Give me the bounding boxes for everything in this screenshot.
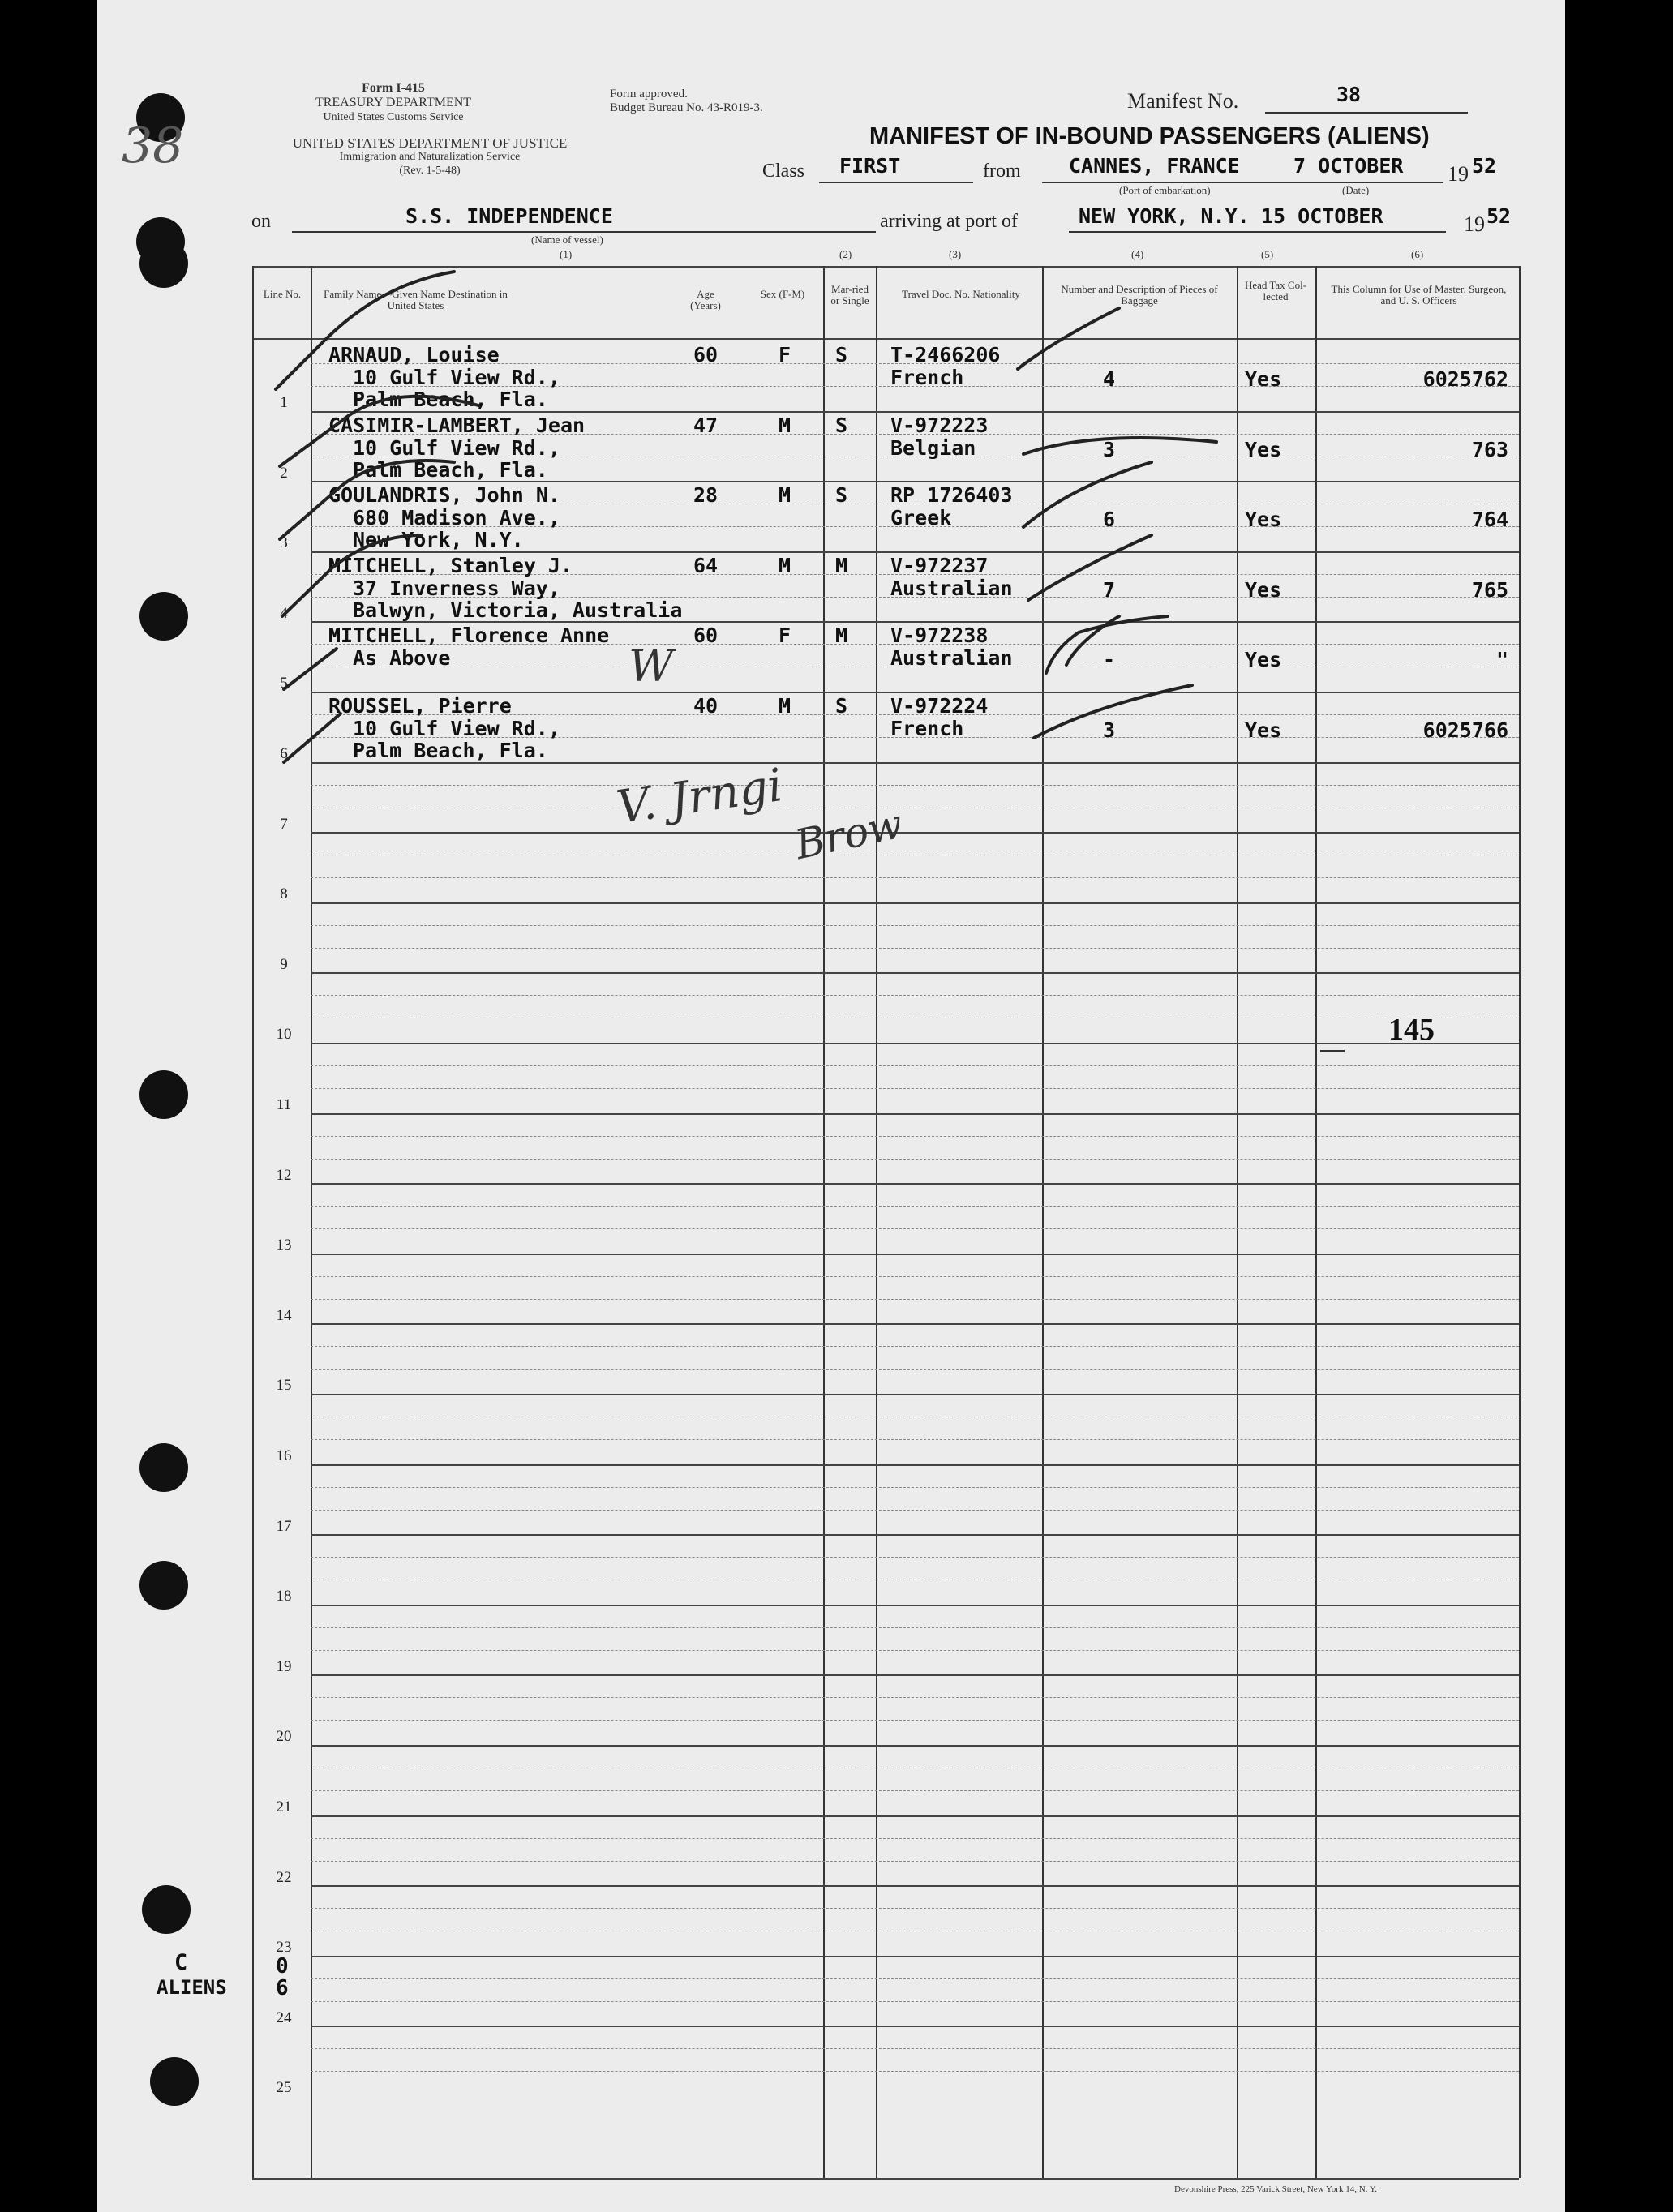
sex-value: F: [779, 343, 791, 367]
row-separator: [311, 1323, 1519, 1325]
passenger-name: ROUSSEL, Pierre: [328, 694, 512, 718]
header-sex: Sex (F-M): [760, 288, 805, 300]
aliens-label: ALIENS: [157, 1976, 227, 1999]
line-number: 13: [276, 1237, 292, 1254]
marital-status: M: [835, 624, 848, 648]
form-approved: Form approved.: [610, 88, 688, 101]
line-number: 23: [276, 1939, 292, 1957]
baggage-count: 4: [1103, 367, 1116, 391]
col-num-4: (4): [1131, 248, 1144, 260]
line-number: 9: [280, 955, 288, 973]
nationality: Greek: [890, 506, 952, 530]
row-separator: [311, 832, 1519, 834]
date-caption: (Date): [1342, 184, 1370, 196]
age-value: 40: [693, 694, 719, 718]
punch-hole: [139, 1561, 188, 1610]
vessel-caption: (Name of vessel): [531, 234, 603, 246]
stamp-dash: [1320, 1050, 1345, 1052]
address-line-1: 10 Gulf View Rd.,: [353, 366, 560, 389]
manifest-underline: [1265, 112, 1468, 114]
head-tax: Yes: [1245, 367, 1282, 391]
col-num-2: (2): [839, 248, 852, 260]
col-divider: [1519, 266, 1521, 2178]
travel-doc-number: T-2466206: [890, 343, 1001, 367]
punch-hole: [139, 239, 188, 288]
line-number: 22: [276, 1868, 292, 1886]
row-guide: [311, 1276, 1519, 1277]
punch-hole: [150, 2057, 199, 2106]
form-header-left: [243, 81, 543, 125]
line-number: 11: [276, 1096, 292, 1113]
customs-service: United States Customs Service: [323, 111, 464, 123]
officer-number: 765: [1471, 577, 1508, 602]
row-separator: [311, 1464, 1519, 1466]
nationality: French: [890, 717, 964, 740]
signature-2: Brow: [791, 799, 907, 869]
line-number: 14: [276, 1306, 292, 1324]
sex-value: M: [779, 413, 791, 437]
revision: (Rev. 1-5-48): [399, 165, 461, 177]
baggage-count: 7: [1103, 577, 1116, 602]
head-tax: Yes: [1245, 577, 1282, 602]
row-separator: [311, 1605, 1519, 1606]
row-guide: [311, 1206, 1519, 1207]
arrival-underline: [1069, 231, 1446, 233]
line-number: 12: [276, 1166, 292, 1184]
marital-status: S: [835, 483, 848, 508]
printer-imprint: Devonshire Press, 225 Varick Street, New York 14, N. Y.: [1174, 2184, 1378, 2194]
row-guide: [311, 1650, 1519, 1651]
header-bottom-border: [252, 338, 1519, 340]
col-num-5: (5): [1261, 248, 1274, 260]
line-number: 2: [280, 464, 288, 482]
row-guide: [311, 785, 1519, 786]
line-number: 20: [276, 1728, 292, 1746]
table-top-border: [252, 266, 1519, 268]
row-guide: [311, 1439, 1519, 1440]
marital-status: S: [835, 343, 848, 367]
address-line-1: 10 Gulf View Rd.,: [353, 435, 560, 460]
line-number: 1: [280, 394, 288, 411]
year-prefix-1: 19: [1448, 162, 1469, 186]
vessel-underline: [292, 231, 876, 233]
nationality: French: [890, 366, 964, 389]
passenger-name: GOULANDRIS, John N.: [328, 483, 560, 508]
vessel-name: S.S. INDEPENDENCE: [405, 204, 613, 228]
count-digit-a: 0: [276, 1954, 289, 1978]
row-guide: [311, 1627, 1519, 1628]
age-value: 60: [693, 343, 719, 367]
row-guide: [311, 1369, 1519, 1370]
row-guide: [311, 1228, 1519, 1229]
embarkation-year: 52: [1472, 154, 1497, 178]
row-guide: [311, 1978, 1519, 1979]
arrival-year: 52: [1486, 204, 1512, 228]
passenger-name: MITCHELL, Stanley J.: [328, 553, 573, 577]
row-separator: [311, 972, 1519, 974]
punch-hole: [139, 1443, 188, 1492]
marital-status: S: [835, 413, 848, 437]
class-value: FIRST: [839, 154, 901, 178]
signature: V. Jrngi: [613, 759, 786, 834]
head-tax: Yes: [1245, 508, 1282, 532]
handwritten-w: W: [628, 641, 674, 692]
on-label: on: [251, 211, 271, 232]
row-separator: [311, 1674, 1519, 1676]
header-baggage: Number and Description of Pieces of Baggage: [1061, 283, 1218, 307]
line-number: 7: [280, 815, 288, 833]
sex-value: M: [779, 553, 791, 577]
row-guide: [311, 1838, 1519, 1839]
line-number: 21: [276, 1798, 292, 1815]
embarkation-port: CANNES, FRANCE: [1069, 154, 1240, 178]
punch-hole: [139, 1070, 188, 1119]
line-number: 15: [276, 1377, 292, 1395]
officer-number: 6025762: [1422, 367, 1508, 391]
row-guide: [311, 995, 1519, 996]
left-code: C: [174, 1950, 188, 1975]
passenger-name: CASIMIR-LAMBERT, Jean: [328, 413, 586, 437]
row-separator: [311, 1956, 1519, 1957]
baggage-count: 6: [1103, 508, 1116, 532]
class-label: Class: [762, 161, 805, 182]
manifest-label: Manifest No.: [1127, 89, 1239, 113]
header-line-no: Line No.: [263, 288, 302, 300]
row-guide: [311, 2048, 1519, 2049]
row-guide: [311, 1065, 1519, 1066]
line-number: 24: [276, 2008, 292, 2026]
line-number: 19: [276, 1657, 292, 1675]
baggage-count: -: [1103, 648, 1116, 672]
justice-header: [243, 136, 616, 178]
age-value: 60: [693, 624, 719, 648]
nationality: Australian: [890, 576, 1013, 600]
row-guide: [311, 1159, 1519, 1160]
count-digit-b: 6: [276, 1976, 289, 2000]
baggage-count: 3: [1103, 718, 1116, 742]
marital-status: M: [835, 553, 848, 577]
line-number: 16: [276, 1447, 292, 1464]
travel-doc-number: V-972224: [890, 694, 989, 718]
from-label: from: [983, 161, 1021, 182]
line-number: 8: [280, 885, 288, 903]
officer-number: 763: [1471, 437, 1508, 461]
row-separator: [311, 1113, 1519, 1115]
line-number: 10: [276, 1026, 292, 1044]
row-guide: [311, 1510, 1519, 1511]
row-separator: [311, 1745, 1519, 1747]
officer-number: 764: [1471, 508, 1508, 532]
baggage-count: 3: [1103, 437, 1116, 461]
sex-value: M: [779, 694, 791, 718]
header-travel-doc: Travel Doc. No. Nationality: [902, 288, 1020, 300]
row-guide: [311, 1790, 1519, 1791]
travel-doc-number: V-972237: [890, 553, 989, 577]
sex-value: M: [779, 483, 791, 508]
address-line-1: 10 Gulf View Rd.,: [353, 717, 560, 740]
header-age: Age (Years): [690, 288, 721, 311]
margin-note: 38: [122, 118, 184, 174]
nationality: Belgian: [890, 435, 976, 460]
travel-doc-number: V-972238: [890, 624, 989, 648]
row-guide: [311, 1908, 1519, 1909]
from-underline: [1042, 182, 1443, 183]
header-head-tax: Head Tax Col-lected: [1244, 279, 1307, 302]
row-separator: [311, 1183, 1519, 1185]
class-underline: [819, 182, 973, 183]
row-guide: [311, 877, 1519, 878]
col-num-6: (6): [1411, 248, 1424, 260]
head-tax: Yes: [1245, 718, 1282, 742]
line-number: 3: [280, 534, 288, 552]
address-line-2: Palm Beach, Fla.: [353, 457, 548, 482]
line-number: 25: [276, 2079, 292, 2097]
address-line-1: 680 Madison Ave.,: [353, 506, 560, 530]
row-guide: [311, 1697, 1519, 1698]
travel-doc-number: V-972223: [890, 413, 989, 437]
marital-status: S: [835, 694, 848, 718]
punch-hole: [139, 592, 188, 641]
row-guide: [311, 1088, 1519, 1089]
line-number: 17: [276, 1517, 292, 1535]
line-number: 5: [280, 675, 288, 692]
age-value: 64: [693, 553, 719, 577]
officer-number: ": [1495, 648, 1508, 672]
passenger-name: ARNAUD, Louise: [328, 343, 500, 367]
address-line-2: Palm Beach, Fla.: [353, 388, 548, 411]
budget-bureau: Budget Bureau No. 43-R019-3.: [610, 101, 763, 114]
head-tax: Yes: [1245, 437, 1282, 461]
row-guide: [311, 925, 1519, 926]
justice-dept: UNITED STATES DEPARTMENT OF JUSTICE: [292, 135, 568, 151]
line-number: 4: [280, 604, 288, 622]
officer-number: 6025766: [1422, 718, 1508, 742]
manifest-number: 38: [1336, 83, 1362, 106]
passenger-name: MITCHELL, Florence Anne: [328, 624, 610, 648]
age-value: 47: [693, 413, 719, 437]
row-guide: [311, 1136, 1519, 1137]
row-separator: [311, 1534, 1519, 1536]
address-line-1: 37 Inverness Way,: [353, 576, 560, 600]
arrival-date: 15 OCTOBER: [1261, 204, 1383, 228]
row-separator: [311, 1043, 1519, 1044]
row-guide: [311, 2071, 1519, 2072]
row-separator: [311, 1885, 1519, 1887]
line-number: 6: [280, 745, 288, 762]
age-value: 28: [693, 483, 719, 508]
row-guide: [311, 1299, 1519, 1300]
address-line-2: New York, N.Y.: [353, 528, 524, 552]
header-name: Family Name—Given Name Destination in United States: [324, 288, 508, 311]
address-line-2: Palm Beach, Fla.: [353, 739, 548, 762]
address-line-1: As Above: [353, 646, 451, 671]
row-guide: [311, 1557, 1519, 1558]
line-number: 18: [276, 1588, 292, 1605]
head-tax: Yes: [1245, 648, 1282, 672]
col-num-3: (3): [949, 248, 962, 260]
manifest-page: [97, 0, 1565, 2212]
punch-hole: [142, 1885, 191, 1934]
row-separator: [311, 1815, 1519, 1817]
row-separator: [311, 2026, 1519, 2027]
arrival-port: NEW YORK, N.Y.: [1079, 204, 1250, 228]
travel-doc-number: RP 1726403: [890, 483, 1013, 508]
row-guide: [311, 2001, 1519, 2002]
row-guide: [311, 1346, 1519, 1347]
row-guide: [311, 1861, 1519, 1862]
port-caption: (Port of embarkation): [1119, 184, 1211, 196]
row-separator: [311, 902, 1519, 904]
year-prefix-2: 19: [1464, 212, 1485, 236]
approval-block: [610, 88, 763, 115]
col-num-1: (1): [560, 248, 573, 260]
embarkation-date: 7 OCTOBER: [1293, 154, 1404, 178]
row-guide: [311, 948, 1519, 949]
arriving-label: arriving at port of: [880, 211, 1018, 232]
address-line-2: Balwyn, Victoria, Australia: [353, 598, 683, 622]
stamp-number: 145: [1388, 1013, 1435, 1047]
header-officers: This Column for Use of Master, Surgeon, and U. S. Officers: [1331, 283, 1507, 307]
row-guide: [311, 1720, 1519, 1721]
table-bottom-border: [252, 2178, 1519, 2180]
row-separator: [311, 692, 1519, 693]
header-married: Mar-ried or Single: [830, 283, 869, 307]
page-title: MANIFEST OF IN-BOUND PASSENGERS (ALIENS): [869, 123, 1430, 149]
nationality: Australian: [890, 646, 1013, 671]
row-separator: [311, 1394, 1519, 1395]
row-guide: [311, 1487, 1519, 1488]
sex-value: F: [779, 624, 791, 648]
treasury-dept: TREASURY DEPARTMENT: [315, 96, 472, 109]
ins-service: Immigration and Naturalization Service: [339, 151, 521, 163]
form-number: Form I-415: [362, 81, 425, 95]
row-separator: [311, 1254, 1519, 1255]
col-divider: [252, 266, 254, 2178]
